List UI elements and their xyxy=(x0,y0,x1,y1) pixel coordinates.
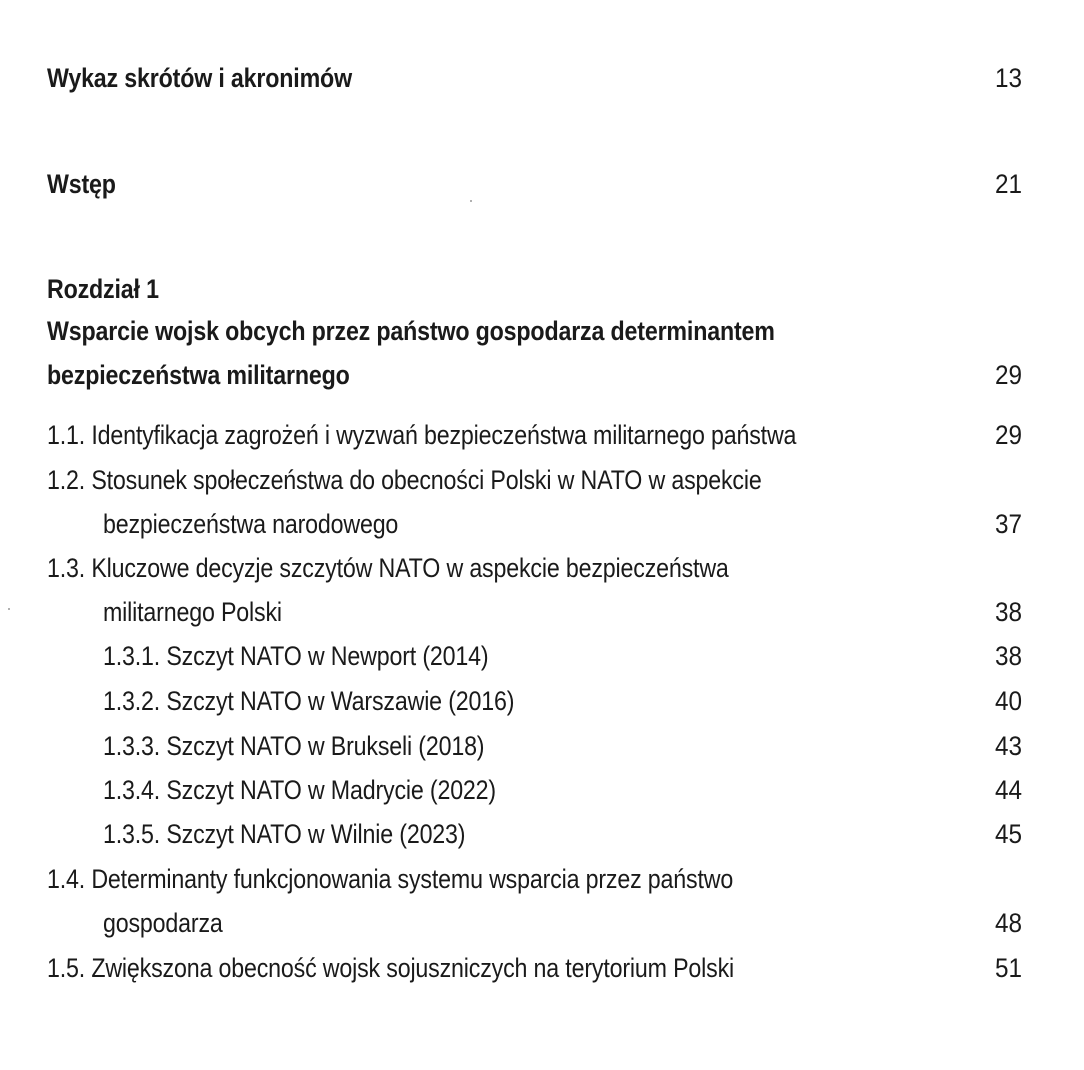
toc-entry-abbreviations xyxy=(47,56,1022,100)
toc-section-page: 51 xyxy=(994,953,1022,983)
chapter-title-line-1 xyxy=(47,309,1022,353)
toc-subsection-1-3-1 xyxy=(103,634,1022,678)
toc-section-1-5 xyxy=(47,946,1022,990)
chapter-title-text: bezpieczeństwa militarnego xyxy=(47,360,350,390)
toc-section-page: 29 xyxy=(994,420,1022,450)
toc-entry-title: Wstęp xyxy=(47,169,116,199)
toc-section-1-3-line-2 xyxy=(103,590,1022,634)
toc-section-title-continued: gospodarza xyxy=(103,908,223,938)
toc-subsection-1-3-4 xyxy=(103,768,1022,812)
toc-section-title-continued: bezpieczeństwa narodowego xyxy=(103,509,399,539)
toc-subsection-title: 1.3.5. Szczyt NATO w Wilnie (2023) xyxy=(103,819,466,849)
toc-subsection-1-3-2 xyxy=(103,679,1022,723)
chapter-label xyxy=(47,267,1022,311)
toc-entry-page: 13 xyxy=(994,63,1022,93)
toc-entry-page: 21 xyxy=(994,169,1022,199)
toc-subsection-page: 44 xyxy=(994,775,1022,805)
toc-section-1-3-line-1 xyxy=(47,546,1022,590)
chapter-title-line-2 xyxy=(47,353,1022,397)
chapter-title-text: Wsparcie wojsk obcych przez państwo gospodarza determinantem xyxy=(47,316,775,346)
toc-section-1-2-line-1 xyxy=(47,458,1022,502)
toc-entry-title: Wykaz skrótów i akronimów xyxy=(47,63,352,93)
toc-subsection-title: 1.3.4. Szczyt NATO w Madrycie (2022) xyxy=(103,775,496,805)
toc-section-title: 1.3. Kluczowe decyzje szczytów NATO w aspekcie bezpieczeństwa xyxy=(47,553,729,583)
toc-subsection-page: 38 xyxy=(994,641,1022,671)
toc-section-page: 38 xyxy=(994,597,1022,627)
toc-section-title: 1.4. Determinanty funkcjonowania systemu wsparcia przez państwo xyxy=(47,864,734,894)
scan-speck xyxy=(470,200,472,202)
toc-subsection-title: 1.3.1. Szczyt NATO w Newport (2014) xyxy=(103,641,489,671)
toc-section-page: 48 xyxy=(994,908,1022,938)
toc-subsection-page: 40 xyxy=(994,686,1022,716)
toc-section-1-2-line-2 xyxy=(103,502,1022,546)
toc-entry-introduction xyxy=(47,162,1022,206)
toc-subsection-1-3-5 xyxy=(103,812,1022,856)
toc-subsection-page: 45 xyxy=(994,819,1022,849)
toc-section-title: 1.2. Stosunek społeczeństwa do obecności Polski w NATO w aspekcie xyxy=(47,465,762,495)
toc-section-title: 1.5. Zwiększona obecność wojsk sojuszniczych na terytorium Polski xyxy=(47,953,735,983)
toc-section-title: 1.1. Identyfikacja zagrożeń i wyzwań bezpieczeństwa militarnego państwa xyxy=(47,420,797,450)
toc-section-title-continued: militarnego Polski xyxy=(103,597,282,627)
toc-subsection-title: 1.3.3. Szczyt NATO w Brukseli (2018) xyxy=(103,731,485,761)
toc-section-1-4-line-2 xyxy=(103,901,1022,945)
toc-subsection-title: 1.3.2. Szczyt NATO w Warszawie (2016) xyxy=(103,686,515,716)
scan-speck xyxy=(8,608,10,610)
toc-section-1-1 xyxy=(47,413,1022,457)
toc-section-1-4-line-1 xyxy=(47,857,1022,901)
toc-section-page: 37 xyxy=(994,509,1022,539)
toc-subsection-1-3-3 xyxy=(103,724,1022,768)
toc-subsection-page: 43 xyxy=(994,731,1022,761)
chapter-number: Rozdział 1 xyxy=(47,274,159,304)
toc-entry-page: 29 xyxy=(994,360,1022,390)
